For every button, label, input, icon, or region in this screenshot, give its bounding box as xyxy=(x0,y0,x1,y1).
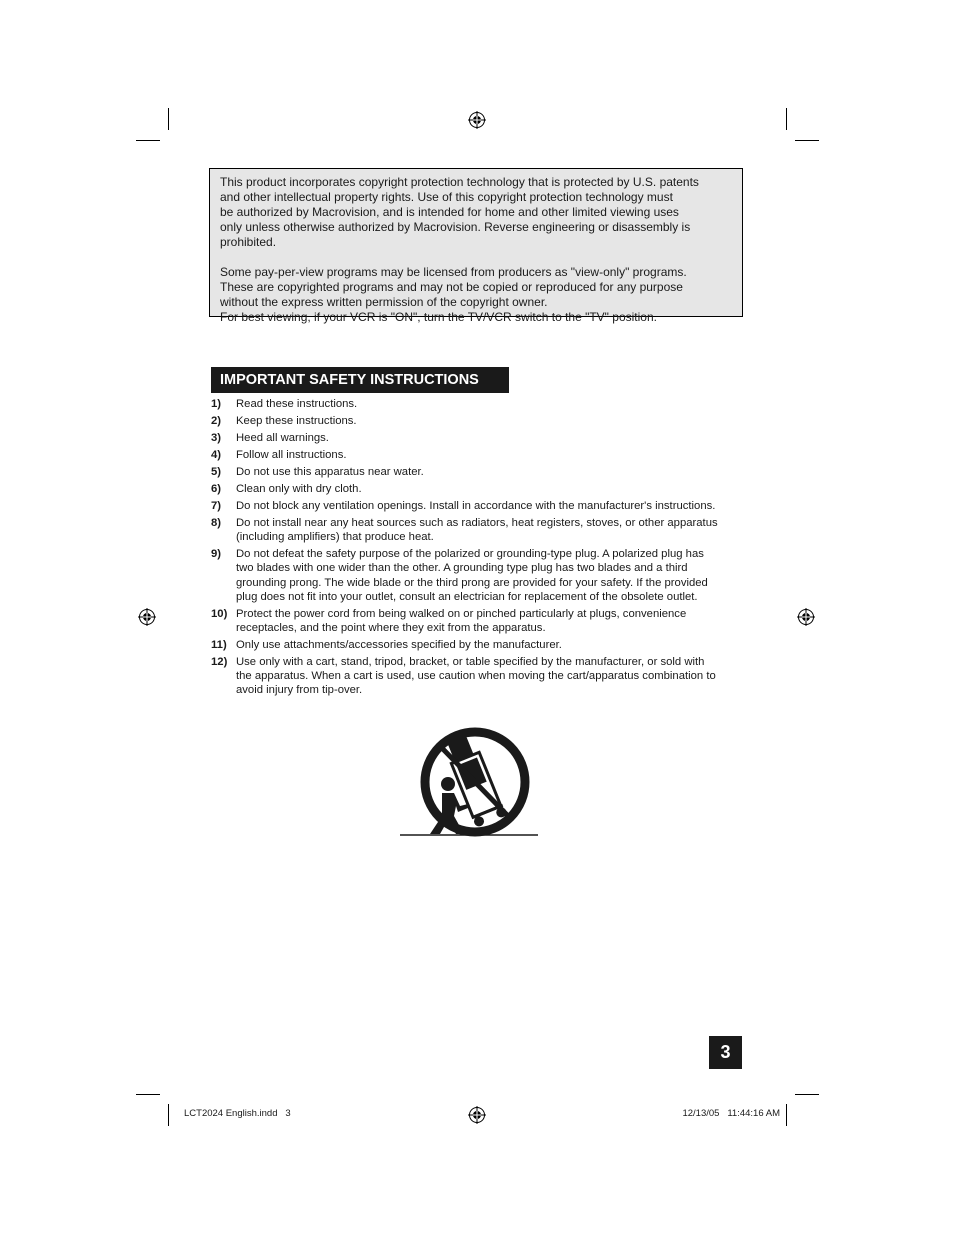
list-item xyxy=(211,465,746,479)
list-item-text: Do not block any ventilation openings. Install in accordance with the manufacturer's instructions. xyxy=(236,500,716,512)
list-item xyxy=(211,448,746,462)
notice-line: be authorized by Macrovision, and is intended for home and other limited viewing uses xyxy=(220,205,679,219)
list-item xyxy=(211,516,746,544)
list-item xyxy=(211,607,746,635)
notice-paragraph-2 xyxy=(220,265,732,325)
registration-mark-icon xyxy=(468,111,486,129)
cart-tip-over-warning-icon xyxy=(398,724,540,838)
crop-mark xyxy=(795,1094,819,1095)
crop-mark xyxy=(168,108,169,130)
footer-file-name: LCT2024 English.indd 3 xyxy=(184,1108,291,1119)
list-item-text: Follow all instructions. xyxy=(236,449,347,461)
list-item-text: Only use attachments/accessories specified by the manufacturer. xyxy=(236,639,562,652)
list-item xyxy=(211,414,746,428)
crop-mark xyxy=(786,108,787,130)
crop-mark xyxy=(136,140,160,141)
list-item-text: Read these instructions. xyxy=(236,398,358,410)
list-item-number: 10) xyxy=(211,607,228,620)
list-item-text: Heed all warnings. xyxy=(236,432,329,444)
list-item-number: 5) xyxy=(211,466,222,478)
list-item-text: Do not defeat the safety purpose of the polarized or grounding-type plug. A polarized plug has xyxy=(236,548,704,561)
list-item-number: 1) xyxy=(211,398,222,410)
list-item-number: 7) xyxy=(211,500,222,512)
notice-paragraph-1 xyxy=(220,175,732,250)
list-item-number: 3) xyxy=(211,432,222,444)
list-item-text: Clean only with dry cloth. xyxy=(236,483,362,495)
list-item xyxy=(211,397,746,411)
notice-line: This product incorporates copyright protection technology that is protected by U.S. patents xyxy=(220,175,699,189)
list-item-text: the apparatus. When a cart is used, use caution when moving the cart/apparatus combination to xyxy=(236,670,716,683)
crop-mark xyxy=(795,140,819,141)
list-item xyxy=(211,482,746,496)
notice-line: Some pay-per-view programs may be licensed from producers as "view-only" programs. xyxy=(220,265,687,279)
registration-mark-icon xyxy=(138,608,156,626)
list-item-text: avoid injury from tip-over. xyxy=(236,684,363,697)
page-number: 3 xyxy=(709,1036,742,1069)
crop-mark xyxy=(136,1094,160,1095)
list-item-text: Use only with a cart, stand, tripod, bracket, or table specified by the manufacturer, or sold with xyxy=(236,656,705,669)
list-item-text: grounding prong. The wide blade or the third prong are provided for your safety. If the provided xyxy=(236,576,708,589)
notice-line: For best viewing, if your VCR is "ON", turn the TV/VCR switch to the "TV" position. xyxy=(220,310,657,324)
copyright-notice-box xyxy=(209,168,743,324)
notice-line: and other intellectual property rights. Use of this copyright protection technology must xyxy=(220,190,673,204)
list-item-text: plug does not fit into your outlet, consult an electrician for replacement of the obsolete outlet. xyxy=(236,590,698,603)
list-item-text: Do not install near any heat sources such as radiators, heat registers, stoves, or other apparatus xyxy=(236,517,718,529)
list-item-number: 8) xyxy=(211,517,222,529)
list-item-number: 12) xyxy=(211,656,228,669)
list-item xyxy=(211,655,746,698)
list-item-text: receptacles, and the point where they exit from the apparatus. xyxy=(236,622,546,635)
list-item xyxy=(211,499,746,513)
notice-line: without the express written permission of the copyright owner. xyxy=(220,295,548,309)
list-item-number: 9) xyxy=(211,548,222,561)
list-item-text: Keep these instructions. xyxy=(236,415,357,427)
list-item-number: 6) xyxy=(211,483,222,495)
crop-mark xyxy=(786,1104,787,1126)
list-item-text: (including amplifiers) that produce heat. xyxy=(236,531,434,544)
list-item-number: 2) xyxy=(211,415,222,427)
list-item-text: Do not use this apparatus near water. xyxy=(236,466,424,478)
registration-mark-icon xyxy=(468,1106,486,1124)
list-item-text: Protect the power cord from being walked on or pinched particularly at plugs, convenience xyxy=(236,607,687,620)
list-item xyxy=(211,547,746,604)
list-item xyxy=(211,431,746,445)
list-item-number: 11) xyxy=(211,639,227,652)
notice-line: prohibited. xyxy=(220,235,277,249)
list-item xyxy=(211,638,746,652)
crop-mark xyxy=(168,1104,169,1126)
list-item-text: two blades with one wider than the other. A grounding type plug has two blades and a third xyxy=(236,562,688,575)
notice-line: These are copyrighted programs and may not be copied or reproduced for any purpose xyxy=(220,280,683,294)
safety-heading: IMPORTANT SAFETY INSTRUCTIONS xyxy=(211,367,509,393)
registration-mark-icon xyxy=(797,608,815,626)
footer-timestamp: 12/13/05 11:44:16 AM xyxy=(682,1108,780,1119)
list-item-number: 4) xyxy=(211,449,222,461)
safety-instructions-list xyxy=(211,397,746,700)
notice-line: only unless otherwise authorized by Macrovision. Reverse engineering or disassembly is xyxy=(220,220,691,234)
